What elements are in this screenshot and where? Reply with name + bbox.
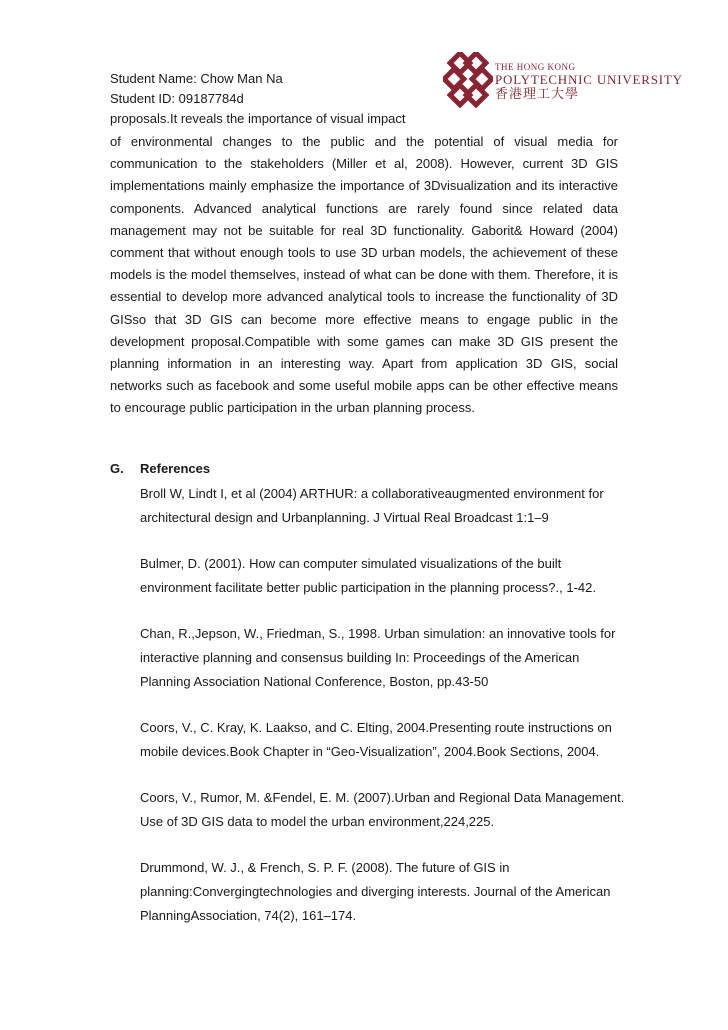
- university-logo: [443, 52, 683, 112]
- logo-chinese-name: 香港理工大學: [495, 87, 580, 102]
- reference-list: [140, 482, 630, 928]
- logo-line-2: POLYTECHNIC UNIVERSITY: [495, 72, 683, 87]
- references-heading: [110, 459, 630, 479]
- section-letter: G.: [110, 461, 124, 476]
- reference-item: Chan, R.,Jepson, W., Friedman, S., 1998. Urban simulation: an innovative tools for interactive planning and consensus building In: Proceedings of the American Planning Association National Conference, Boston, pp.43-50: [140, 626, 616, 689]
- polyu-emblem-icon: [443, 52, 493, 108]
- references-section: [110, 459, 630, 950]
- student-id: Student ID: 09187784d: [110, 91, 244, 106]
- student-info: [110, 69, 283, 109]
- reference-item: Broll W, Lindt I, et al (2004) ARTHUR: a collaborativeaugmented environment for architectural design and Urbanplanning. J Virtual Real Broadcast 1:1–9: [140, 486, 604, 525]
- reference-item: Drummond, W. J., & French, S. P. F. (2008). The future of GIS in planning:Convergingtechnologies and diverging interests. Journal of the American PlanningAssociation, 74(2), 161–174.: [140, 860, 611, 923]
- logo-line-1: THE HONG KONG: [495, 62, 576, 72]
- student-name: Student Name: Chow Man Na: [110, 71, 283, 86]
- reference-item: Coors, V., C. Kray, K. Laakso, and C. Elting, 2004.Presenting route instructions on mobile devices.Book Chapter in “Geo-Visualization”, 2004.Book Sections, 2004.: [140, 720, 612, 759]
- reference-item: Bulmer, D. (2001). How can computer simulated visualizations of the built environment facilitate better public participation in the planning process?., 1-42.: [140, 556, 596, 595]
- continued-line: proposals.It reveals the importance of visual impact: [110, 111, 406, 126]
- section-title: References: [140, 461, 211, 476]
- body-paragraph: of environmental changes to the public and the potential of visual media for communication to the stakeholders (Miller et al, 2008). However, current 3D GIS implementations mainly emphasize the importance of 3Dvisualization and its interactive components. Advanced analytical functions are rarely found since related data management may not be suitable for real 3D functionality. Gaborit& Howard (2004) comment that without enough tools to use 3D urban models, the achievement of these models is the model themselves, instead of what can be done with them. Therefore, it is essential to develop more advanced analytical tools to increase the functionality of 3D GISso that 3D GIS can become more effective means to engage public in the development proposal.Compatible with some games can make 3D GIS present the planning information in an interesting way. Apart from application 3D GIS, social networks such as facebook and some useful mobile apps can be other effective means to encourage public participation in the urban planning process.: [110, 134, 618, 416]
- reference-item: Coors, V., Rumor, M. &Fendel, E. M. (2007).Urban and Regional Data Management. Use of 3D GIS data to model the urban environment,224,225.: [140, 790, 625, 829]
